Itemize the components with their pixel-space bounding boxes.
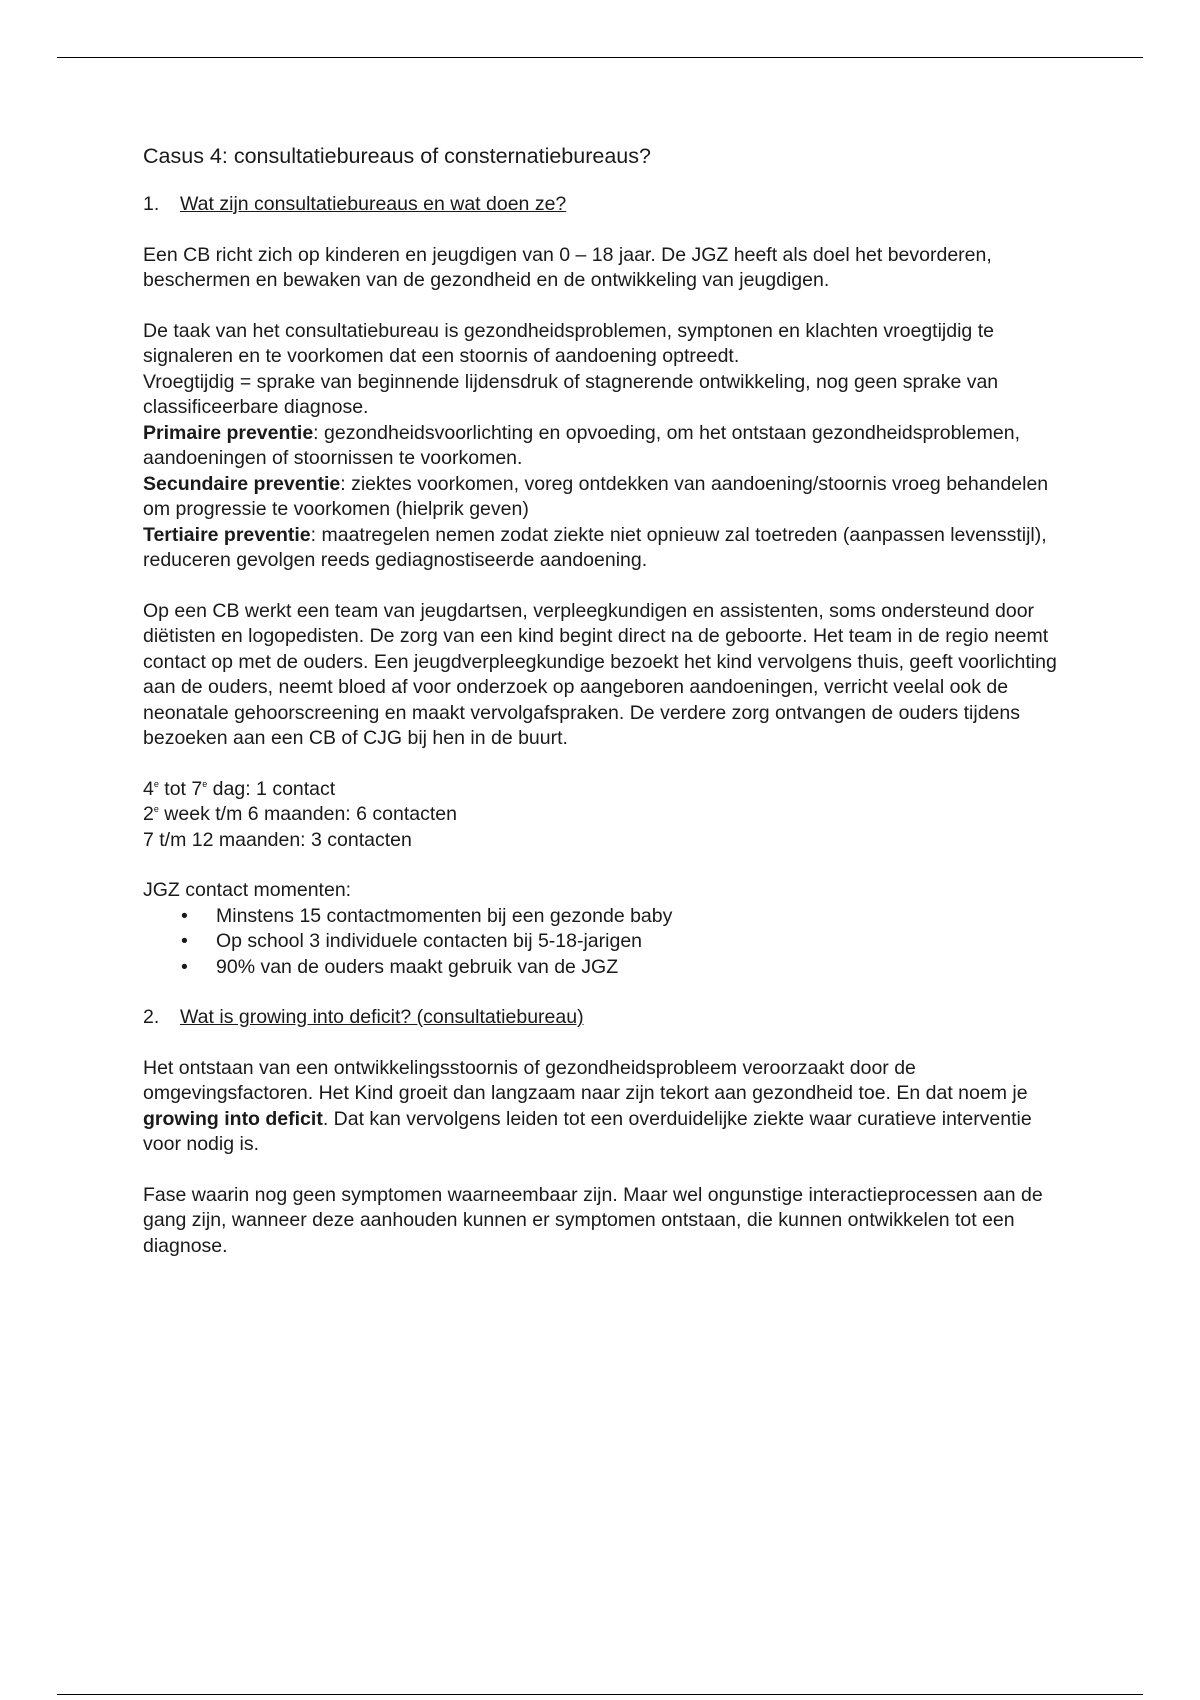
question-1-text: Wat zijn consultatiebureaus en wat doen ze? <box>180 193 567 215</box>
list-item <box>143 955 1073 981</box>
paragraph-phase: Fase waarin nog geen symptomen waarneembaar zijn. Maar wel ongunstige interactieprocessen aan de gang zijn, wanneer deze aanhouden kunnen er symptomen ontstaan, die kunnen ontwikkelen tot een diagnose. <box>143 1183 1043 1257</box>
secundaire-term: Secundaire preventie <box>143 472 341 495</box>
task-text: De taak van het consultatiebureau is gezondheidsproblemen, symptonen en klachten vroegtijdig te signaleren en te voorkomen dat een stoornis of aandoening optreedt. <box>143 319 994 367</box>
deficit-text-a: Het ontstaan van een ontwikkelingsstoornis of gezondheidsprobleem veroorzaakt door de omgevingsfactoren. Het Kind groeit dan langzaam naar zijn tekort aan gezondheid toe. En dat noem je <box>143 1056 1028 1104</box>
question-2-number: 2. <box>143 1006 160 1028</box>
contact-schedule <box>143 777 1073 854</box>
paragraph-task-and-prevention <box>143 319 1073 574</box>
deficit-text-b: . Dat kan vervolgens leiden tot een overduidelijke ziekte waar curatieve interventie voor nodig is. <box>143 1107 1032 1155</box>
document-title: Casus 4: consultatiebureaus of consternatiebureaus? <box>143 144 651 168</box>
secundaire-text: : ziektes voorkomen, voreg ontdekken van aandoening/stoornis vroeg behandelen om progressie te voorkomen (hielprik geven) <box>143 472 1049 520</box>
bullet-icon: • <box>181 930 188 952</box>
superscript: e <box>202 778 208 789</box>
paragraph-growing-into-deficit <box>143 1056 1073 1158</box>
footer-rule <box>57 1694 1143 1695</box>
contact-line-1-part-b: tot 7 <box>158 777 203 800</box>
jgz-heading: JGZ contact momenten: <box>143 879 352 901</box>
contact-line-2-part-b: week t/m 6 maanden: 6 contacten <box>158 803 457 825</box>
bullet-icon: • <box>181 904 188 927</box>
header-rule <box>57 57 1143 58</box>
superscript: e <box>153 804 159 814</box>
question-2 <box>143 1005 1073 1031</box>
list-item <box>143 904 1073 930</box>
paragraph-team: Op een CB werkt een team van jeugdartsen, verpleegkundigen en assistenten, soms ondersteund door diëtisten en logopedisten. De zorg van een kind begint direct na de geboorte. Het team in de regio neemt contact op met de ouders. Een jeugdverpleegkundige bezoekt het kind vervolgens thuis, geeft voorlichting aan de ouders, neemt bloed af voor onderzoek op aangeboren aandoeningen, verricht veelal ook de neonatale gehoorscreening en maakt vervolgafspraken. De verdere zorg ontvangen de ouders tijdens bezoeken aan een CB of CJG bij hen in de buurt. <box>143 599 1057 749</box>
jgz-bullet-list <box>143 904 1073 981</box>
primaire-preventie <box>143 421 1073 472</box>
list-item-text: Op school 3 individuele contacten bij 5-18-jarigen <box>216 930 643 952</box>
question-1-number: 1. <box>143 193 160 215</box>
tertiaire-preventie <box>143 523 1073 574</box>
contact-line-2 <box>143 802 1073 828</box>
primaire-term: Primaire preventie <box>143 421 314 444</box>
tertiaire-text: : maatregelen nemen zodat ziekte niet opnieuw zal toetreden (aanpassen levensstijl), reduceren gevolgen reeds gediagnostiseerde aandoening. <box>143 523 1047 571</box>
document-body <box>143 142 1073 1284</box>
contact-line-1-part-a: 4 <box>143 777 154 800</box>
list-item-text: 90% van de ouders maakt gebruik van de JGZ <box>216 955 619 978</box>
list-item <box>143 929 1073 955</box>
paragraph-cb-intro: Een CB richt zich op kinderen en jeugdigen van 0 – 18 jaar. De JGZ heeft als doel het bevorderen, beschermen en bewaken van de gezondheid en de ontwikkeling van jeugdigen. <box>143 243 992 291</box>
contact-line-3: 7 t/m 12 maanden: 3 contacten <box>143 828 412 851</box>
contact-line-1-part-c: dag: 1 contact <box>207 777 336 800</box>
question-1 <box>143 192 1073 218</box>
contact-line-1 <box>143 777 1073 803</box>
tertiaire-term: Tertiaire preventie <box>143 523 311 546</box>
question-2-text: Wat is growing into deficit? (consultatiebureau) <box>180 1006 584 1028</box>
superscript: e <box>153 778 159 789</box>
secundaire-preventie <box>143 472 1073 523</box>
contact-line-2-part-a: 2 <box>143 803 154 825</box>
bullet-icon: • <box>181 955 188 978</box>
primaire-text: : gezondheidsvoorlichting en opvoeding, om het ontstaan gezondheidsproblemen, aandoeningen of stoornissen te voorkomen. <box>143 421 1020 469</box>
deficit-term: growing into deficit <box>143 1107 323 1130</box>
vroegtijdig-definition: Vroegtijdig = sprake van beginnende lijdensdruk of stagnerende ontwikkeling, nog geen sprake van classificeerbare diagnose. <box>143 370 999 418</box>
list-item-text: Minstens 15 contactmomenten bij een gezonde baby <box>216 904 673 927</box>
